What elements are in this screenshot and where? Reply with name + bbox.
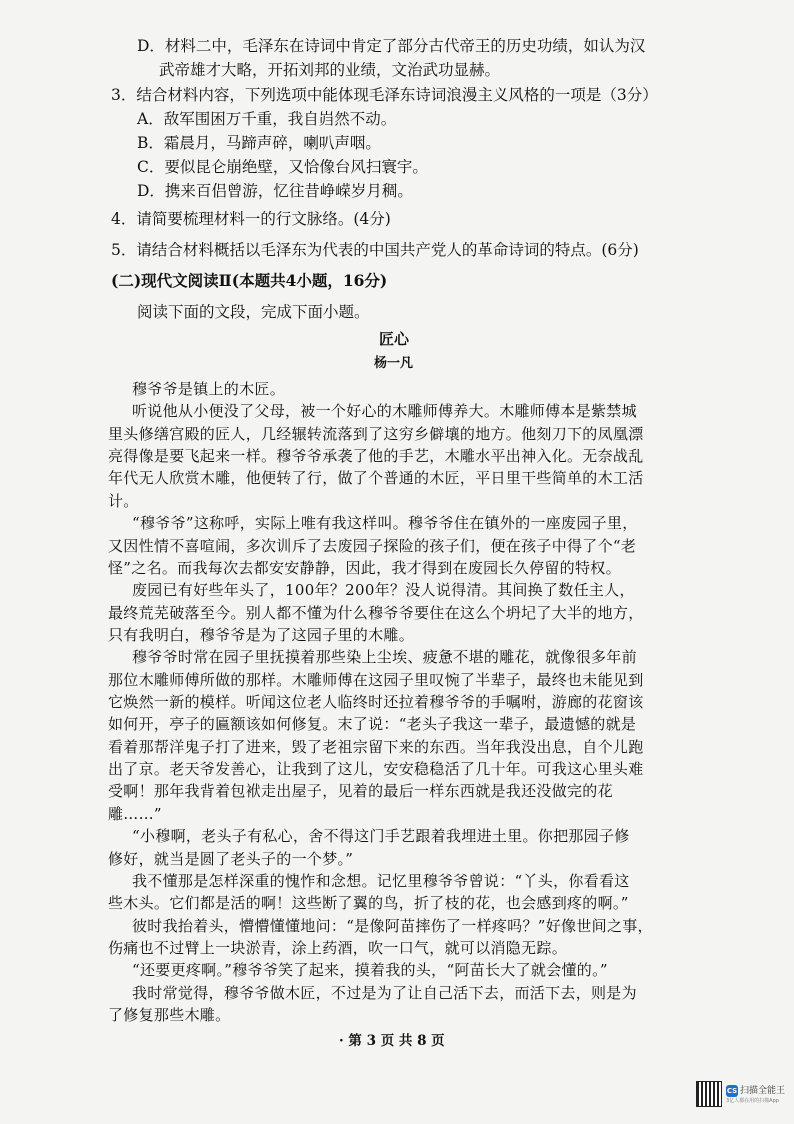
story-line: “穆爷爷”这称呼，实际上唯有我这样叫。穆爷爷住在镇外的一座废园子里， xyxy=(132,514,638,532)
story-line: 彼时我抬着头，懵懵懂懂地问：“是像阿苗摔伤了一样疼吗？”好像世间之事， xyxy=(132,917,653,935)
scanner-subtitle: 3亿人都在用的扫描App xyxy=(726,1097,779,1104)
question-3-option-d: D．携来百侣曾游，忆往昔峥嵘岁月稠。 xyxy=(137,182,413,200)
story-line: 出了京。老天爷发善心，让我到了这儿，安安稳稳活了几十年。可我这心里头难 xyxy=(108,760,644,778)
story-line: 雕……” xyxy=(108,805,162,823)
story-line: 它焕然一新的模样。听闻这位老人临终时还拉着穆爷爷的手嘱咐，游廊的花窗该 xyxy=(108,693,644,711)
story-line: 怪”之名。而我每次去都安安静静，因此，我才得到在废园长久停留的特权。 xyxy=(108,559,621,577)
story-line: 伤痛也不过臂上一块淤青，涂上药酒，吹一口气，就可以消隐无踪。 xyxy=(108,939,568,957)
section-instruction: 阅读下面的文段，完成下面小题。 xyxy=(137,303,370,321)
story-line: 穆爷爷时常在园子里抚摸着那些染上尘埃、疲惫不堪的雕花，就像很多年前 xyxy=(132,648,637,666)
story-line: 计。 xyxy=(108,492,139,510)
story-line: 那位木雕师傅所做的那样。木雕师傅在这园子里叹惋了半辈子，最终也未能见到 xyxy=(108,671,644,689)
question-3-option-a: A．敌军围困万千重，我自岿然不动。 xyxy=(137,110,397,128)
story-line: 我不懂那是怎样深重的愧怍和念想。记忆里穆爷爷曾说：“丫头，你看看这 xyxy=(132,872,630,890)
story-line: 如何开，亭子的匾额该如何修复。末了说：“老头子我这一辈子，最遗憾的就是 xyxy=(108,715,637,733)
option-d-line1: D．材料二中，毛泽东在诗词中肯定了部分古代帝王的历史功绩，如认为汉 xyxy=(137,37,646,55)
story-line: 了修复那些木雕。 xyxy=(108,1006,231,1024)
scanner-label xyxy=(726,1085,785,1104)
story-line: 些木头。它们都是活的啊！这些断了翼的鸟，折了枝的花，也会感到疼的啊。” xyxy=(108,894,629,912)
story-line: 废园已有好些年头了，100年？200年？没人说得清。其间换了数任主人， xyxy=(132,581,635,599)
section-heading: (二)现代文阅读Ⅱ(本题共4小题，16分) xyxy=(111,271,388,290)
story-line: 只有我明白，穆爷爷是为了这园子里的木雕。 xyxy=(108,626,415,644)
story-line: 看着那帮洋鬼子打了进来，毁了老祖宗留下来的东西。当年我没出息，自个儿跑 xyxy=(108,738,644,756)
question-5: 5．请结合材料概括以毛泽东为代表的中国共产党人的革命诗词的特点。(6分) xyxy=(111,241,639,259)
story-line: 修好，就当是圆了老头子的一个梦。” xyxy=(108,850,354,868)
camscanner-logo-icon: CS xyxy=(726,1086,738,1095)
story-line: 受啊！那年我背着包袱走出屋子，见着的最后一样东西就是我还没做完的花 xyxy=(108,782,613,800)
story-line: “还要更疼啊。”穆爷爷笑了起来，摸着我的头，“阿苗长大了就会懂的。” xyxy=(132,961,608,979)
story-line: 最终荒芜破落至今。别人都不懂为什么穆爷爷要住在这么个坍圮了大半的地方， xyxy=(108,604,644,622)
story-line: 亮得像是要飞起来一样。穆爷爷承袭了他的手艺，木雕水平出神入化。无奈战乱 xyxy=(108,447,644,465)
story-title: 匠心 xyxy=(379,330,410,348)
question-3-option-b: B．霜晨月，马蹄声碎，喇叭声咽。 xyxy=(137,134,381,152)
story-line: 我时常觉得，穆爷爷做木匠，不过是为了让自己活下去，而活下去，则是为 xyxy=(132,984,637,1002)
question-3-option-c: C．要似昆仑崩绝壁，又恰像台风扫寰宇。 xyxy=(137,158,428,176)
story-author: 杨一凡 xyxy=(374,356,414,371)
story-line: 又因性情不喜喧闹，多次训斥了去废园子探险的孩子们，便在孩子中得了个“老 xyxy=(108,537,637,555)
story-line: “小穆啊，老头子有私心，舍不得这门手艺跟着我埋进土里。你把那园子修 xyxy=(132,827,630,845)
story-line: 里头修缮宫殿的匠人，几经辗转流落到了这穷乡僻壤的地方。他刻刀下的凤凰漂 xyxy=(108,425,644,443)
page-number: · 第 3 页 共 8 页 xyxy=(339,1033,445,1049)
question-4: 4．请简要梳理材料一的行文脉络。(4分) xyxy=(111,210,391,228)
scanner-watermark xyxy=(696,1080,788,1108)
story-line: 年代无人欣赏木雕，他便转了行，做了个普通的木匠，平日里干些简单的木工活 xyxy=(108,469,644,487)
option-d-line2: 武帝雄才大略，开拓刘邦的业绩，文治武功显赫。 xyxy=(159,61,501,79)
story-line: 穆爷爷是镇上的木匠。 xyxy=(132,380,286,398)
qr-code-icon xyxy=(696,1081,722,1107)
scanner-name: 扫描全能王 xyxy=(740,1085,786,1096)
question-3: 3．结合材料内容，下列选项中能体现毛泽东诗词浪漫主义风格的一项是（3分） xyxy=(111,86,658,104)
story-line: 听说他从小便没了父母，被一个好心的木雕师傅养大。木雕师傅本是紫禁城 xyxy=(132,402,637,420)
